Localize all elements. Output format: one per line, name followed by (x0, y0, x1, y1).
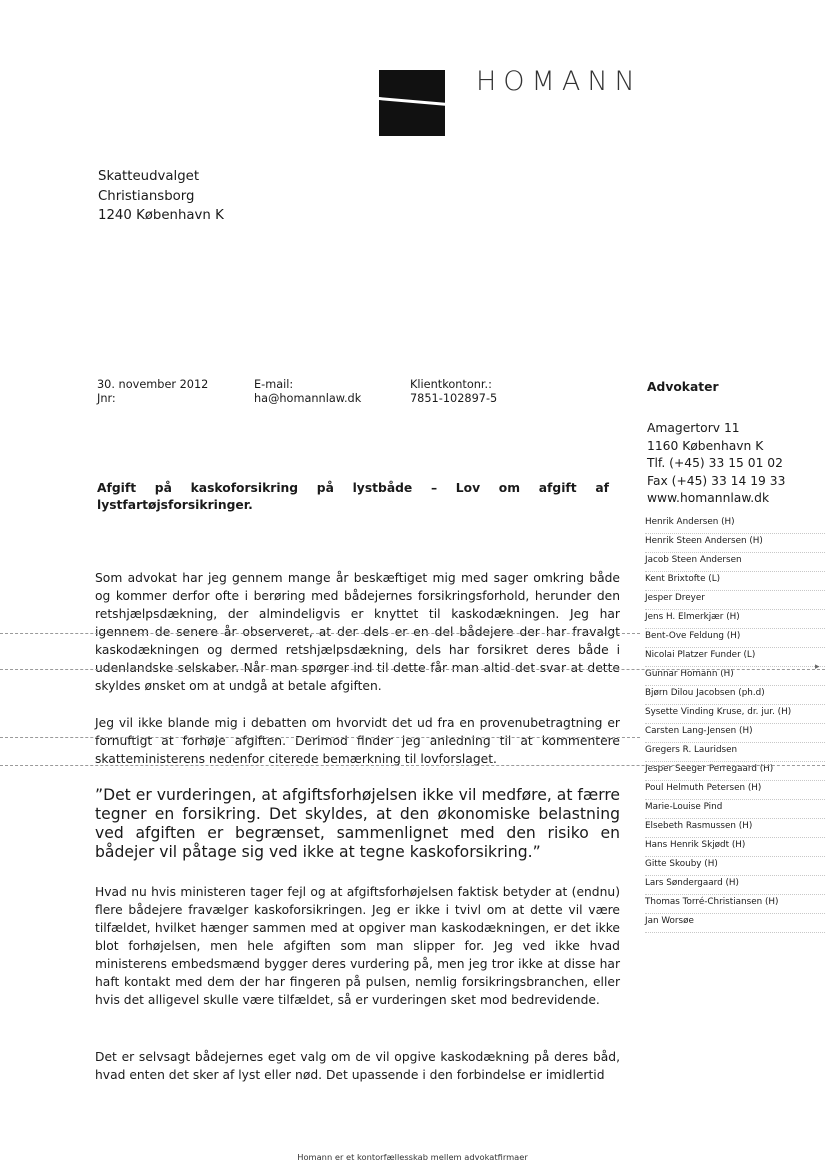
address-phone: Tlf. (+45) 33 15 01 02 (647, 456, 783, 470)
lawyer-item: Jesper Dreyer (645, 591, 825, 610)
scan-artifact-line (0, 669, 825, 670)
lawyer-item: Gunnar Homann (H) (645, 667, 825, 686)
lawyer-item: Bjørn Dilou Jacobsen (ph.d) (645, 686, 825, 705)
lawyer-item: Elsebeth Rasmussen (H) (645, 819, 825, 838)
sidebar-heading: Advokater (647, 380, 719, 394)
scan-artifact-mark: ▸ (815, 662, 820, 672)
client-account-label: Klientkontonr.: (410, 378, 492, 391)
address-fax: Fax (+45) 33 14 19 33 (647, 473, 786, 488)
logo-mark (379, 70, 445, 136)
paragraph-1: Som advokat har jeg gennem mange år beskæftiget mig med sager omkring både og kommer derfor ofte i berøring med bådejernes forsikringsforhold, herunder den retshjælpsdækning, der almindeligvis er knyttet til kaskodækningen. Jeg har igennem de senere år observeret, at der dels er en del bådejere der har fravalgt kaskodækningen og dermed retshjælpsdækning, dels har forsikret deres både i udenlandske selskaber. Når man spørger ind til dette får man altid det svar at dette skyldes ønsket om at undgå at betale afgiften. (95, 571, 620, 693)
email-label: E-mail: (254, 378, 294, 391)
recipient-address (98, 167, 224, 226)
paragraph-4: Det er selvsagt bådejernes eget valg om de vil opgive kaskodækning på deres båd, hvad enten det sker af lyst eller nød. Det upassende i den forbindelse er imidlertid (95, 1050, 620, 1082)
lawyer-item: Lars Søndergaard (H) (645, 876, 825, 895)
lawyer-item: Henrik Andersen (H) (645, 515, 825, 534)
lawyer-item: Jan Worsøe (645, 914, 825, 933)
lawyer-item: Sysette Vinding Kruse, dr. jur. (H) (645, 705, 825, 724)
letter-date-block (97, 378, 208, 406)
logo-wordmark: HOMANN (476, 66, 642, 97)
lawyer-item: Jacob Steen Andersen (645, 553, 825, 572)
firm-address (647, 420, 785, 508)
lawyer-item: Bent-Ove Feldung (H) (645, 629, 825, 648)
minister-quote: ”Det er vurderingen, at afgiftsforhøjelsen ikke vil medføre, at færre tegner en forsikring. Det skyldes, at den økonomiske belastning ved afgiften er begrænset, sammenlignet med den risiko en bådejer vil påtage sig ved ikke at tegne kaskoforsikring.” (95, 786, 620, 861)
address-website: www.homannlaw.dk (647, 491, 770, 505)
jnr-label: Jnr: (97, 392, 116, 405)
paragraph-2: Jeg vil ikke blande mig i debatten om hvorvidt det ud fra en provenubetragtning er fornuftigt at forhøje afgiften. Derimod finder jeg anledning til at kommentere skatteministerens nedenfor citerede bemærkning til lovforslaget. (95, 716, 620, 766)
lawyer-item: Marie-Louise Pind (645, 800, 825, 819)
lawyer-item: Kent Brixtofte (L) (645, 572, 825, 591)
page-footer: Homann er et kontorfællesskab mellem advokatfirmaer (297, 1152, 528, 1162)
client-account-value: 7851-102897-5 (410, 392, 498, 405)
email-block (254, 378, 361, 406)
lawyer-item: Jens H. Elmerkjær (H) (645, 610, 825, 629)
letter-subject: Afgift på kaskoforsikring på lystbåde – Lov om afgift af lystfartøjsforsikringer. (97, 481, 609, 512)
lawyer-item: Gitte Skouby (H) (645, 857, 825, 876)
email-value: ha@homannlaw.dk (254, 392, 362, 405)
lawyer-item: Poul Helmuth Petersen (H) (645, 781, 825, 800)
lawyer-item: Gregers R. Lauridsen (645, 743, 825, 762)
letter-date: 30. november 2012 (97, 378, 209, 391)
lawyer-list (645, 515, 825, 933)
address-city: 1160 København K (647, 438, 764, 453)
recipient-line: 1240 København K (98, 208, 224, 223)
recipient-line: Christiansborg (98, 188, 195, 204)
scan-artifact-line (0, 633, 640, 634)
lawyer-item: Jesper Seeger Perregaard (H) (645, 762, 825, 781)
paragraph-3: Hvad nu hvis ministeren tager fejl og at afgiftsforhøjelsen faktisk betyder at (endnu) flere bådejere fravælger kaskoforsikringen. Jeg er ikke i tvivl om at dette vil være tilfældet, hvilket hænger sammen med at opgiver man kaskodækningen, er det ikke blot forhøjelsen, men hele afgiften som man slipper for. Jeg ved ikke hvad ministerens embedsmænd bygger deres vurdering på, men jeg tror ikke at disse har haft kontakt med dem der har fingeren på pulsen, nemlig forsikringsbranchen, eller hvis det alligevel skulle være tilfældet, så er vurderingen sket mod bedrevidende. (95, 885, 620, 1007)
recipient-line: Skatteudvalget (98, 169, 200, 184)
client-account-block (410, 378, 497, 406)
scan-artifact-line (0, 737, 640, 738)
scan-artifact-line (0, 765, 825, 766)
lawyer-item: Hans Henrik Skjødt (H) (645, 838, 825, 857)
lawyer-item: Henrik Steen Andersen (H) (645, 534, 825, 553)
lawyer-item: Carsten Lang-Jensen (H) (645, 724, 825, 743)
lawyer-item: Nicolai Platzer Funder (L) (645, 648, 825, 667)
lawyer-item: Thomas Torré-Christiansen (H) (645, 895, 825, 914)
address-street: Amagertorv 11 (647, 421, 740, 435)
